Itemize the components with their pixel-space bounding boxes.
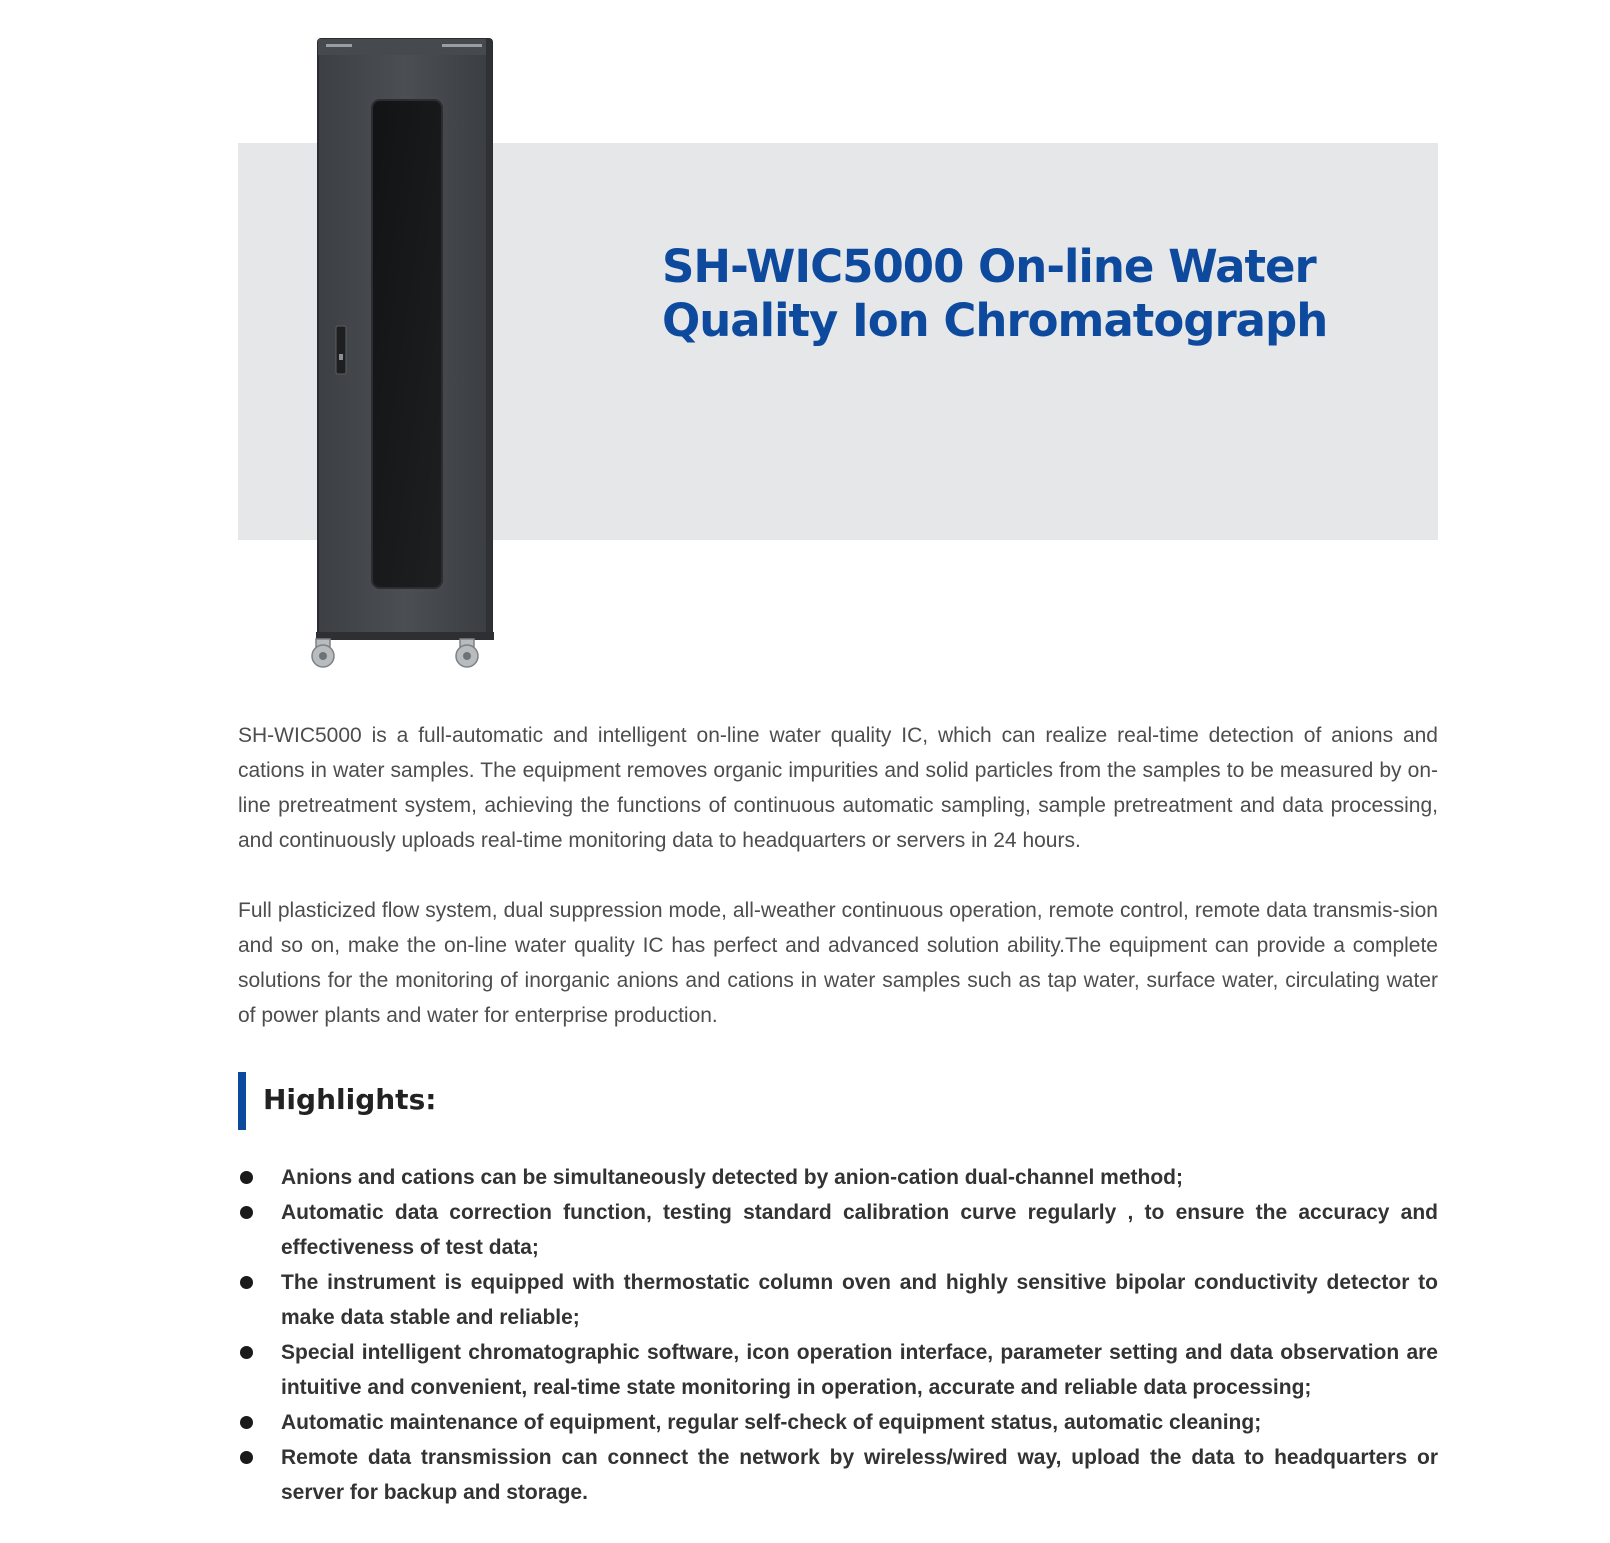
list-item-text: Remote data transmission can connect the network by wireless/wired way, upload the data to headquarters or server for backup and storage. bbox=[281, 1446, 1438, 1504]
highlights-list bbox=[238, 1160, 1438, 1510]
list-item bbox=[238, 1265, 1438, 1335]
bullet-icon bbox=[240, 1206, 253, 1219]
intro-paragraph: Full plasticized flow system, dual suppression mode, all-weather continuous operation, remote control, remote data transmis-sion and so on, make the on-line water quality IC has perfect and advanced solution ability.The equipment can provide a complete solutions for the monitoring of inorganic anions and cations in water samples such as tap water, surface water, circulating water of power plants and water for enterprise production. bbox=[238, 899, 1438, 1027]
intro-section bbox=[238, 718, 1438, 1068]
highlights-title: Highlights: bbox=[263, 1083, 437, 1116]
list-item-text: Special intelligent chromatographic software, icon operation interface, parameter setting and data observation are intuitive and convenient, real-time state monitoring in operation, accurate and reliable data processing; bbox=[281, 1341, 1438, 1399]
bullet-icon bbox=[240, 1171, 253, 1184]
bullet-icon bbox=[240, 1346, 253, 1359]
list-item bbox=[238, 1405, 1438, 1440]
list-item-text: Anions and cations can be simultaneously detected by anion-cation dual-channel method; bbox=[281, 1166, 1183, 1189]
highlights-heading bbox=[238, 1072, 838, 1130]
instrument-cabinet-image bbox=[306, 36, 500, 670]
bullet-icon bbox=[240, 1276, 253, 1289]
list-item bbox=[238, 1335, 1438, 1405]
list-item bbox=[238, 1195, 1438, 1265]
list-item-text: The instrument is equipped with thermostatic column oven and highly sensitive bipolar conductivity detector to make data stable and reliable; bbox=[281, 1271, 1438, 1329]
bullet-icon bbox=[240, 1451, 253, 1464]
bullet-icon bbox=[240, 1416, 253, 1429]
product-title: SH-WIC5000 On-line Water Quality Ion Chromatograph bbox=[662, 240, 1328, 347]
heading-accent-bar bbox=[238, 1072, 246, 1130]
list-item bbox=[238, 1440, 1438, 1510]
intro-paragraph: SH-WIC5000 is a full-automatic and intelligent on-line water quality IC, which can realize real-time detection of anions and cations in water samples. The equipment removes organic impurities and solid particles from the samples to be measured by on-line pretreatment system, achieving the functions of continuous automatic sampling, sample pretreatment and data processing, and continuously uploads real-time monitoring data to headquarters or servers in 24 hours. bbox=[238, 724, 1438, 852]
list-item-text: Automatic maintenance of equipment, regular self-check of equipment status, automatic cleaning; bbox=[281, 1411, 1262, 1434]
list-item-text: Automatic data correction function, testing standard calibration curve regularly , to ensure the accuracy and effectiveness of test data; bbox=[281, 1201, 1438, 1259]
list-item bbox=[238, 1160, 1438, 1195]
